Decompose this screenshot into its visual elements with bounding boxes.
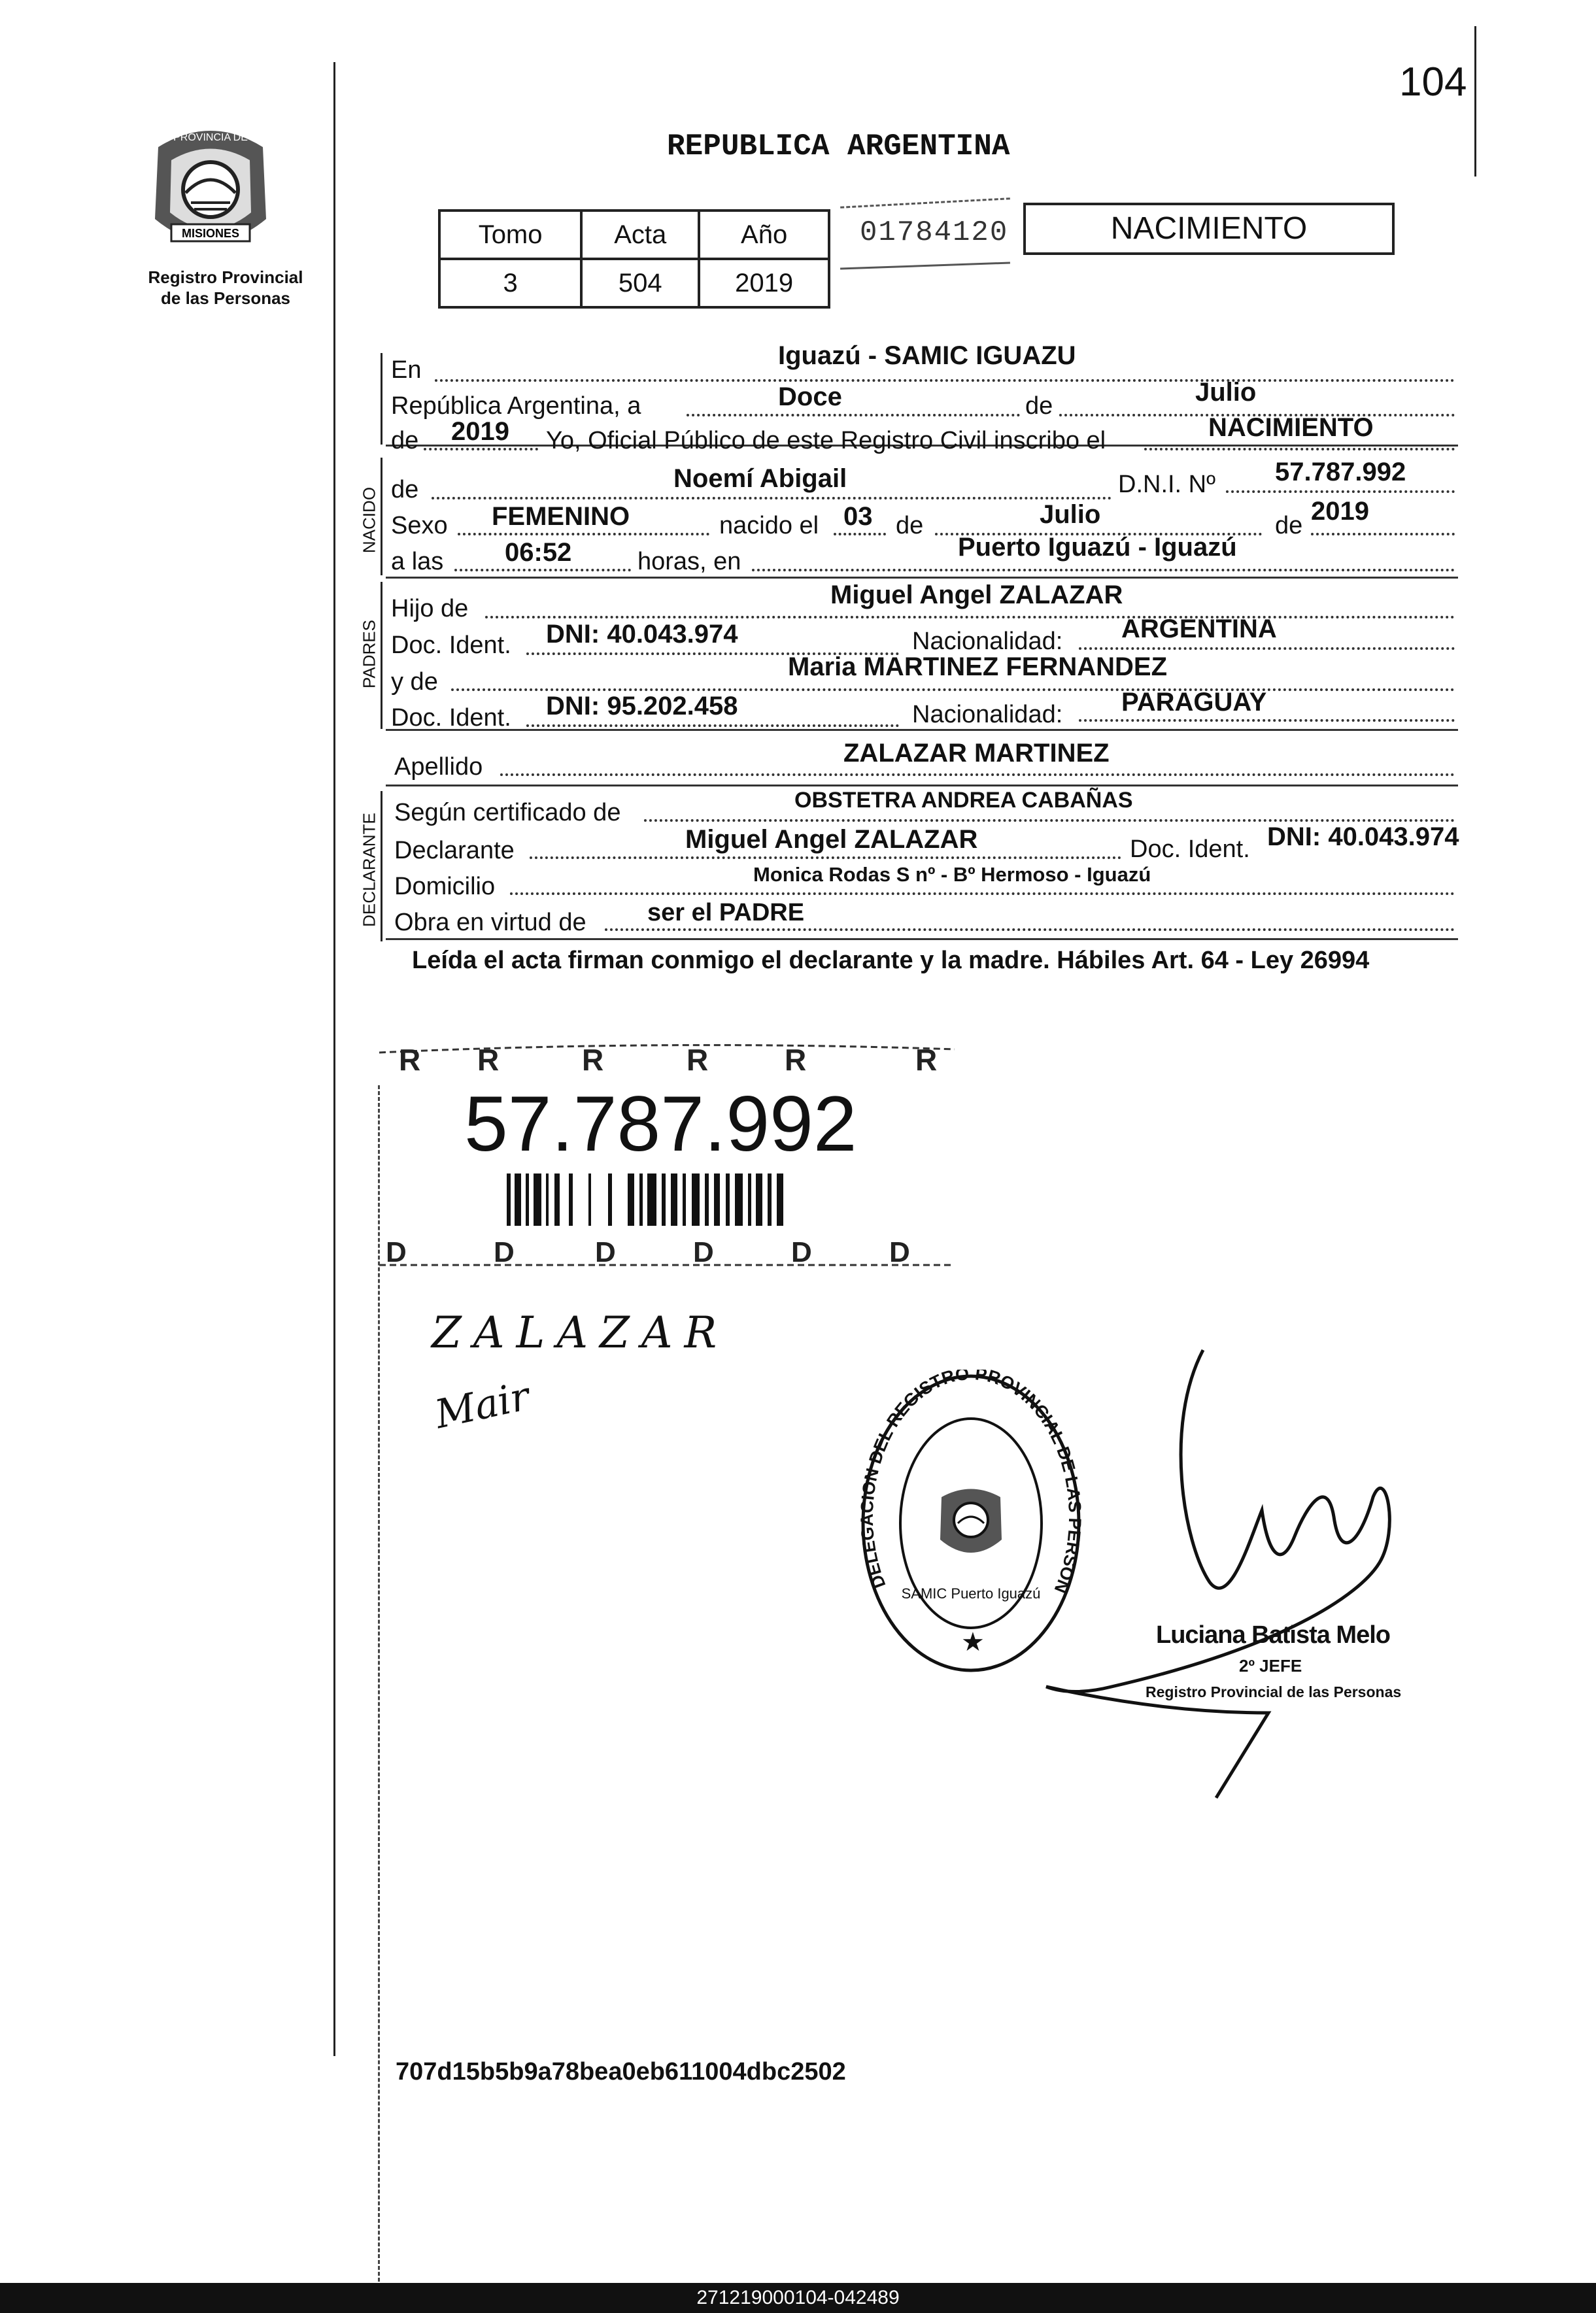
label-hijo-de: Hijo de — [391, 595, 469, 622]
value-madre-doc: DNI: 95.202.458 — [546, 692, 738, 720]
serial-stamp — [834, 199, 1017, 278]
sticker-top-band — [379, 1043, 955, 1077]
dots-lugar-nac — [752, 569, 1455, 571]
section-line-declarante — [381, 791, 382, 941]
separator-3 — [386, 729, 1458, 731]
logo-text-bottom: MISIONES — [181, 227, 240, 240]
handwriting-line-2: Mair — [431, 1373, 534, 1438]
misiones-logo — [145, 121, 276, 258]
header-anio: Año — [699, 211, 829, 259]
sticker-mark-1: R — [399, 1043, 421, 1077]
dots-declarante — [530, 856, 1121, 859]
dots-apellido — [500, 773, 1455, 776]
value-lugar: Iguazú - SAMIC IGUAZU — [778, 341, 1076, 370]
handwriting-line-1: ZALAZAR — [432, 1308, 729, 1358]
sticker-d-5: D — [791, 1236, 812, 1268]
logo-text-top: PROVINCIA DE — [173, 132, 248, 143]
dots-en — [435, 379, 1455, 382]
signature — [1033, 1347, 1452, 1804]
label-y-de: y de — [391, 668, 438, 696]
value-declarante-doc: DNI: 40.043.974 — [1267, 822, 1459, 851]
sticker-mark-4: R — [687, 1043, 709, 1077]
value-dni: 57.787.992 — [1275, 458, 1406, 486]
dots-sexo — [458, 533, 709, 535]
label-doc-ident-2: Doc. Ident. — [391, 704, 511, 732]
label-sexo: Sexo — [391, 512, 448, 539]
value-declarante: Miguel Angel ZALAZAR — [685, 825, 978, 854]
label-de-2: de — [391, 427, 419, 454]
dots-domicilio — [510, 892, 1455, 895]
dots-padre — [485, 616, 1455, 618]
value-nac-anio: 2019 — [1311, 497, 1369, 526]
value-padre: Miguel Angel ZALAZAR — [830, 581, 1123, 609]
value-acta: 504 — [581, 259, 699, 307]
barcode — [507, 1173, 783, 1226]
sticker-mark-6: R — [915, 1043, 938, 1077]
sticker-d-1: D — [386, 1236, 407, 1268]
value-hora: 06:52 — [505, 538, 572, 567]
value-madre-nac: PARAGUAY — [1121, 688, 1267, 717]
seal-inner-text: SAMIC Puerto Iguazú — [901, 1585, 1041, 1602]
value-tipo: NACIMIENTO — [1208, 413, 1374, 442]
org-line-2: de las Personas — [161, 288, 290, 308]
value-nac-dia: 03 — [843, 502, 873, 531]
dots-madre-nac — [1079, 719, 1455, 722]
sticker-number: 57.787.992 — [464, 1080, 857, 1168]
value-obra: ser el PADRE — [647, 899, 805, 926]
label-yo: Yo, Oficial Público de este Registro Civil inscribo el — [546, 427, 1106, 454]
section-line-top — [381, 353, 382, 445]
dots-hora — [454, 569, 631, 571]
value-mes: Julio — [1195, 378, 1257, 407]
sticker-mark-3: R — [582, 1043, 604, 1077]
footer-bar — [0, 2283, 1596, 2313]
label-segun: Según certificado de — [394, 799, 621, 826]
label-de-1: de — [1025, 392, 1053, 420]
header-tomo: Tomo — [439, 211, 581, 259]
value-anio: 2019 — [699, 259, 829, 307]
label-doc-ident-3: Doc. Ident. — [1130, 836, 1250, 863]
sticker-d-4: D — [693, 1236, 714, 1268]
header-acta: Acta — [581, 211, 699, 259]
value-apellido: ZALAZAR MARTINEZ — [843, 739, 1110, 768]
dots-certificado — [644, 819, 1455, 822]
label-declarante: Declarante — [394, 837, 515, 864]
acta-table-header-row — [439, 211, 829, 259]
section-label-declarante: DECLARANTE — [359, 813, 379, 927]
label-en: En — [391, 356, 422, 384]
value-tomo: 3 — [439, 259, 581, 307]
section-label-nacido: NACIDO — [359, 486, 379, 554]
right-margin-line — [1474, 26, 1476, 177]
seal-star-icon: ★ — [961, 1628, 985, 1657]
acta-table — [438, 209, 830, 309]
label-nacionalidad-2: Nacionalidad: — [912, 701, 1063, 728]
label-dni: D.N.I. Nº — [1118, 471, 1215, 498]
label-doc-ident-1: Doc. Ident. — [391, 632, 511, 659]
org-name — [118, 267, 333, 309]
separator-5 — [386, 938, 1458, 940]
label-nacionalidad-1: Nacionalidad: — [912, 628, 1063, 655]
value-certificado: OBSTETRA ANDREA CABAÑAS — [794, 788, 1133, 813]
left-margin-line — [333, 62, 335, 2056]
value-madre: Maria MARTINEZ FERNANDEZ — [788, 652, 1168, 681]
label-de-3: de — [391, 476, 419, 503]
label-nacido-el: nacido el — [719, 512, 819, 539]
sticker-d-2: D — [494, 1236, 515, 1268]
document-hash: 707d15b5b9a78bea0eb611004dbc2502 — [396, 2058, 846, 2085]
value-padre-nac: ARGENTINA — [1121, 615, 1277, 643]
org-line-1: Registro Provincial — [148, 267, 303, 287]
dots-nac-dia — [834, 533, 886, 535]
dots-obra — [605, 928, 1455, 931]
label-domicilio: Domicilio — [394, 873, 496, 900]
acta-table-value-row — [439, 259, 829, 307]
sticker-mark-2: R — [477, 1043, 500, 1077]
footer-id: 271219000104-042489 — [696, 2287, 900, 2308]
label-obra: Obra en virtud de — [394, 909, 586, 936]
document-title: REPUBLICA ARGENTINA — [667, 129, 1010, 163]
closing-text: Leída el acta firman conmigo el declarante y la madre. Hábiles Art. 64 - Ley 26994 — [412, 947, 1370, 974]
dots-dia — [687, 414, 1020, 416]
dots-tipo — [1144, 448, 1455, 450]
sticker-d-3: D — [595, 1236, 616, 1268]
sticker-mark-5: R — [785, 1043, 807, 1077]
value-lugar-nac: Puerto Iguazú - Iguazú — [958, 533, 1237, 562]
label-horas-en: horas, en — [637, 548, 741, 575]
label-de-5: de — [1275, 512, 1303, 539]
dots-padre-nac — [1079, 647, 1455, 650]
signatory-title: 2º JEFE — [1239, 1656, 1302, 1676]
value-dia: Doce — [778, 382, 842, 411]
separator-2 — [386, 577, 1458, 579]
label-a-las: a las — [391, 548, 444, 575]
label-republica: República Argentina, a — [391, 392, 641, 420]
page-number: 104 — [1399, 59, 1467, 105]
value-padre-doc: DNI: 40.043.974 — [546, 620, 738, 649]
value-domicilio: Monica Rodas S nº - Bº Hermoso - Iguazú — [753, 863, 1151, 886]
signatory-org: Registro Provincial de las Personas — [1146, 1683, 1402, 1700]
value-sexo: FEMENINO — [492, 502, 630, 531]
label-de-4: de — [896, 512, 924, 539]
serial-number: 01784120 — [860, 216, 1009, 249]
seal-ring-text: DELEGACION DEL REGISTRO PROVINCIAL DE LAS PERSON — [857, 1370, 1085, 1596]
section-line-padres — [381, 582, 382, 729]
dots-anio — [424, 448, 538, 450]
sticker-d-6: D — [889, 1236, 910, 1268]
doc-type-box: NACIMIENTO — [1023, 203, 1395, 255]
value-nombre: Noemí Abigail — [673, 464, 847, 493]
value-nac-mes: Julio — [1040, 500, 1101, 529]
section-label-padres: PADRES — [359, 620, 379, 688]
dots-nac-anio — [1311, 533, 1455, 535]
section-line-nacido — [381, 458, 382, 575]
separator-4 — [386, 785, 1458, 786]
value-anio: 2019 — [451, 417, 509, 446]
dots-dni — [1226, 490, 1455, 493]
dots-madre — [451, 688, 1455, 691]
label-apellido: Apellido — [394, 753, 483, 781]
id-sticker — [379, 1036, 968, 1278]
dots-madre-doc — [526, 724, 899, 727]
dots-nombre — [432, 497, 1112, 499]
signatory-name: Luciana Batista Melo — [1156, 1621, 1390, 1649]
sticker-bottom-band — [379, 1236, 955, 1268]
